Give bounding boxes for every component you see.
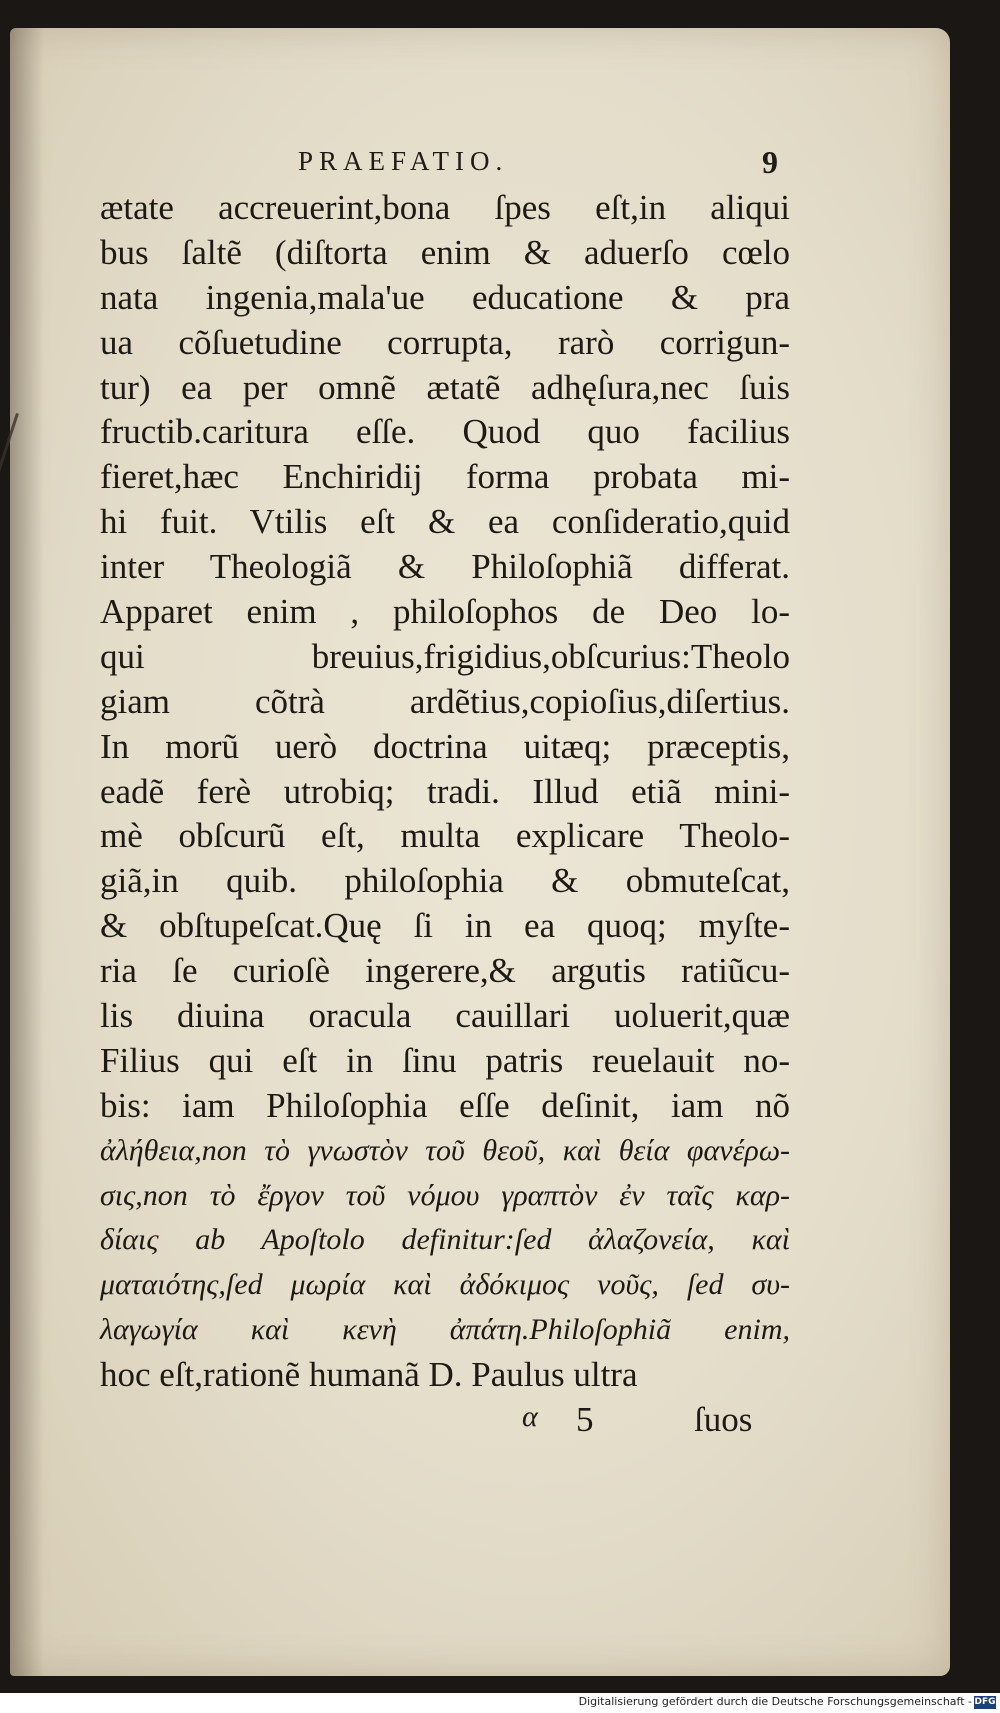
text-line: giam cõtrà ardẽtius,copioſius,diſertius. — [100, 681, 790, 721]
text-line: qui breuius,frigidius,obſcurius:Theolo — [100, 636, 790, 676]
page-number: 9 — [762, 144, 778, 180]
text-line: nata ingenia,mala'ue educatione & pra — [100, 277, 790, 317]
text-line: ua cõſuetudine corrupta, rarò corrigun- — [100, 322, 790, 362]
text-line-greek: δίαις ab Apoſtolo definitur:ſed ἀλαζονεία, καὶ — [100, 1223, 790, 1257]
page-footer — [10, 1400, 950, 1446]
catchword: ſuos — [694, 1400, 753, 1439]
text-line-greek: ἀλήθεια,non τὸ γνωστὸν τοῦ θεοῦ, καὶ θεία φανέρω- — [100, 1133, 790, 1167]
text-line-greek: λαγωγία καὶ κενὴ ἀπάτη.Philoſophiã enim, — [100, 1313, 790, 1347]
dfg-logo: DFG — [974, 1697, 996, 1707]
digitization-credit: Digitalisierung gefördert durch die Deutsche Forschungsgemeinschaft - — [578, 1695, 972, 1708]
text-line: hoc eſt,rationẽ humanã D. Paulus ultra — [100, 1355, 638, 1395]
text-line-greek: ματαιότης,ſed μωρία καὶ ἀδόκιμος νοῦς, ſed συ- — [100, 1268, 790, 1302]
text-line: tur) ea per omnẽ ætatẽ adhęſura,nec ſuis — [100, 367, 790, 407]
text-line-greek: σις,non τὸ ἔργον τοῦ νόμου γραπτὸν ἐν ταῖς καρ- — [100, 1178, 790, 1212]
text-line: In morũ uerò doctrina uitæq; præceptis, — [100, 726, 790, 766]
text-line: fructib.caritura eſſe. Quod quo facilius — [100, 412, 790, 452]
text-line: inter Theologiã & Philoſophiã differat. — [100, 547, 790, 587]
text-line: giã,in quib. philoſophia & obmuteſcat, — [100, 861, 790, 901]
text-line: Apparet enim , philoſophos de Deo lo- — [100, 592, 790, 632]
signature-number: 5 — [576, 1400, 594, 1439]
text-block — [100, 186, 790, 1398]
text-line: Filius qui eſt in ſinu patris reuelauit no- — [100, 1040, 790, 1080]
text-line: lis diuina oracula cauillari uoluerit,quæ — [100, 996, 790, 1036]
page-header — [10, 146, 950, 186]
text-line: hi fuit. Vtilis eſt & ea conſideratio,quid — [100, 502, 790, 542]
text-line: fieret,hæc Enchiridij forma probata mi- — [100, 457, 790, 497]
text-line: mè obſcurũ eſt, multa explicare Theolo- — [100, 816, 790, 856]
text-line: & obſtupeſcat.Quę ſi in ea quoq; myſte- — [100, 906, 790, 946]
text-line: ætate accreuerint,bona ſpes eſt,in aliqui — [100, 188, 790, 227]
text-line: eadẽ ferè utrobiq; tradi. Illud etiã mini- — [100, 771, 790, 811]
book-page — [10, 28, 950, 1676]
running-head: PRAEFATIO. — [298, 146, 509, 176]
text-line: bis: iam Philoſophia eſſe deſinit, iam nõ — [100, 1085, 790, 1125]
text-line: ria ſe curioſè ingerere,& argutis ratiũcu- — [100, 951, 790, 991]
signature-letter: α — [522, 1400, 538, 1433]
digitization-credit-bar — [0, 1693, 1000, 1713]
text-line: bus ſaltẽ (diſtorta enim & aduerſo cœlo — [100, 232, 790, 272]
